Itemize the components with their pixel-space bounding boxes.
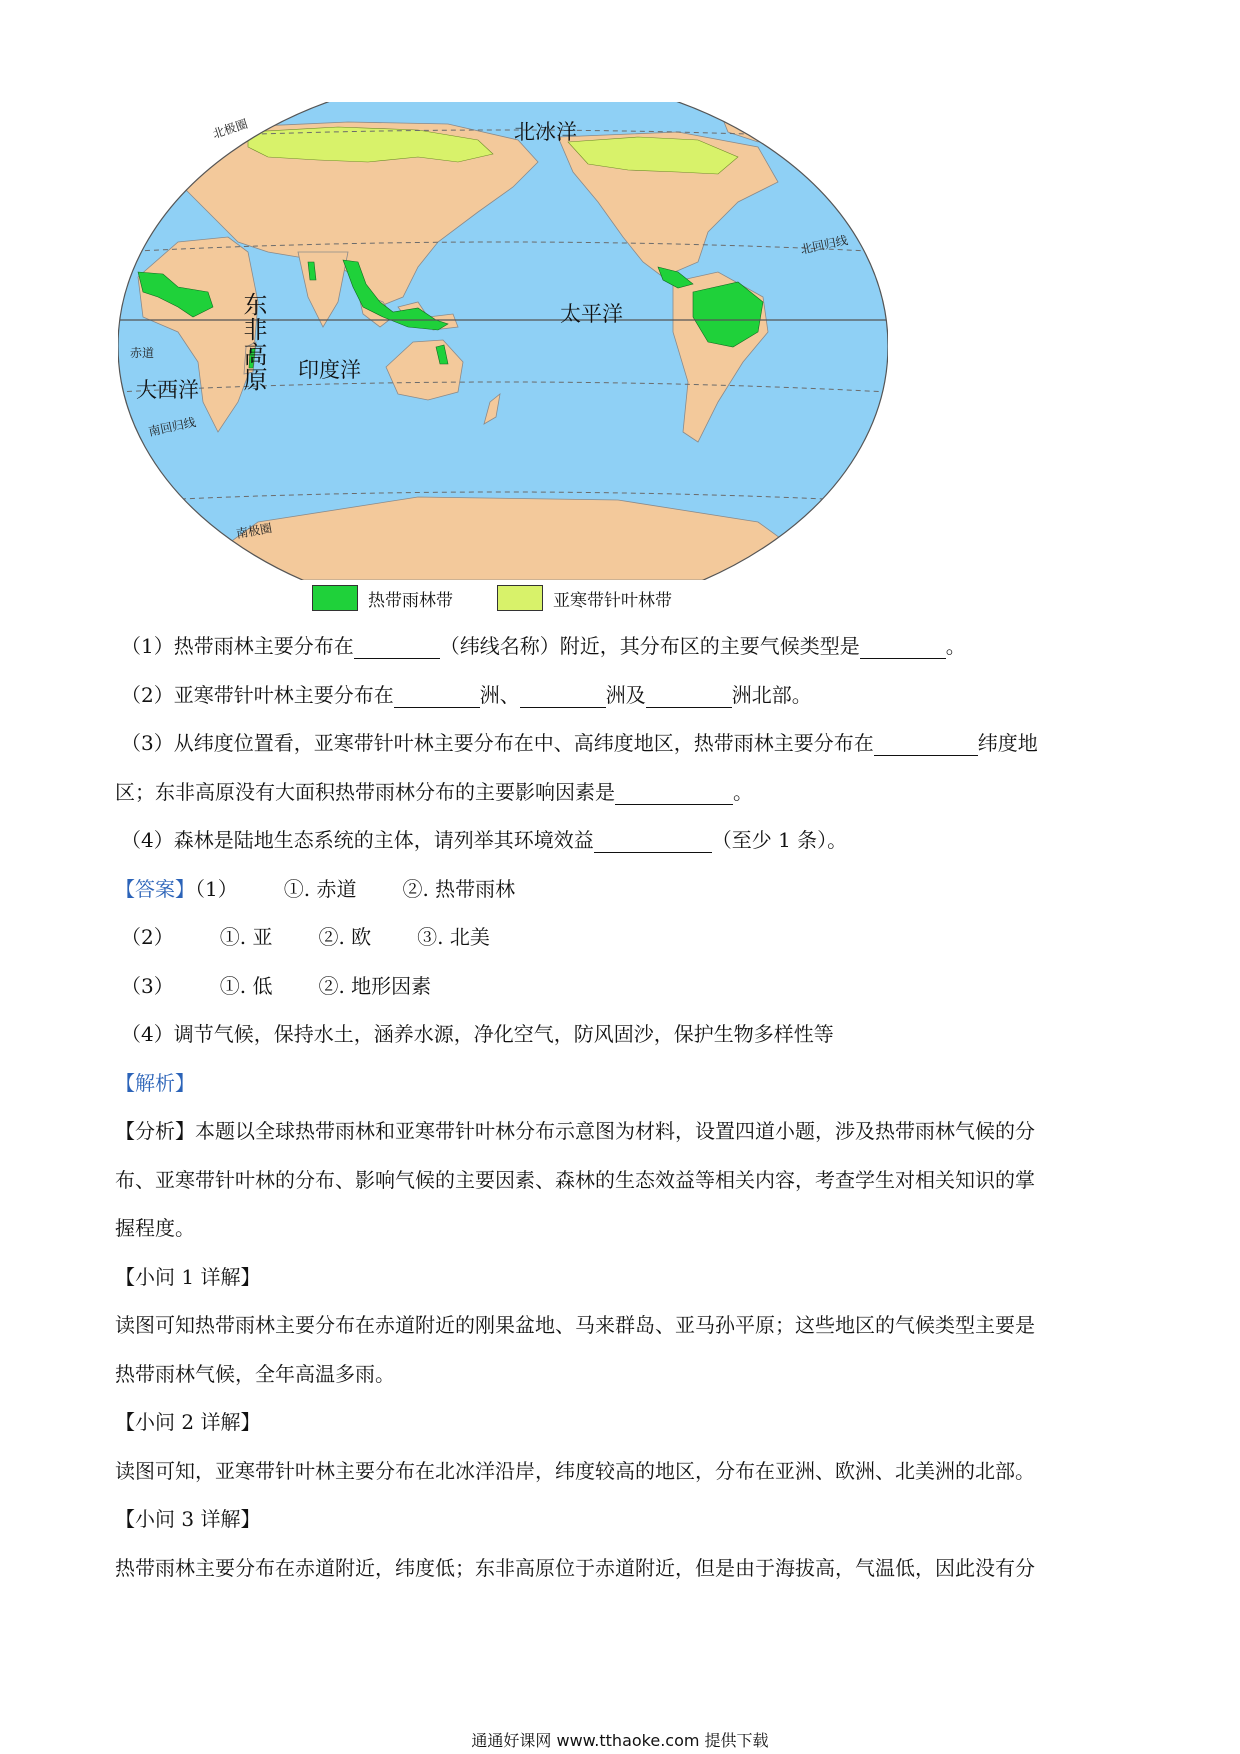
q4-blank-1 [594, 822, 712, 853]
label-arctic-ocean: 北冰洋 [514, 120, 577, 144]
legend-item-rainforest [312, 585, 453, 611]
answer-2b: ②. 欧 [318, 925, 372, 949]
subquestion-3-heading: 【小问 3 详解】 [115, 1507, 261, 1531]
analysis-paragraph-line-1: 【分析】本题以全球热带雨林和亚寒带针叶林分布示意图为材料，设置四道小题，涉及热带雨林气候的分 [115, 1119, 1035, 1143]
q3-text-b: 纬度地 [977, 731, 1038, 755]
answer-line-3 [115, 962, 1125, 1011]
subquestion-1-detail-line-2: 热带雨林气候，全年高温多雨。 [115, 1361, 395, 1386]
answer-1b: ②. 热带雨林 [402, 876, 516, 901]
q2-text-c: 洲及 [605, 682, 646, 707]
answer-line-1 [115, 865, 1125, 914]
q3-text-a: （3）从纬度位置看，亚寒带针叶林主要分布在中、高纬度地区，热带雨林主要分布在 [121, 731, 874, 755]
page-footer: 通通好课网 www.tthaoke.com 提供下载 [471, 1731, 769, 1750]
subquestion-2-detail-line-1: 读图可知，亚寒带针叶林主要分布在北冰洋沿岸，纬度较高的地区，分布在亚洲、欧洲、北美洲的北部。 [115, 1458, 1035, 1483]
q2-blank-2 [520, 677, 606, 708]
q2-blank-3 [646, 677, 732, 708]
question-and-answer [115, 622, 1125, 1592]
label-arctic-circle: 北极圈 [210, 116, 250, 142]
map-legend [312, 580, 716, 616]
analysis-paragraph-line-2: 布、亚寒带针叶林的分布、影响气候的主要因素、森林的生态效益等相关内容，考查学生对相关知识的掌 [115, 1167, 1035, 1192]
q4-text-a: （4）森林是陆地生态系统的主体，请列举其环境效益 [121, 828, 594, 852]
question-4 [115, 816, 1125, 865]
legend-label: 亚寒带针叶林带 [553, 590, 672, 611]
analysis-heading: 【解析】 [115, 1070, 195, 1095]
q3-text-d: 。 [733, 779, 753, 804]
map-graphic [118, 102, 888, 580]
q1-text-a: （1）热带雨林主要分布在 [121, 634, 354, 658]
q1-blank-1 [354, 628, 440, 659]
q3-blank-2 [615, 774, 733, 805]
q2-text-a: （2）亚寒带针叶林主要分布在 [121, 682, 394, 707]
q2-blank-1 [394, 677, 480, 708]
label-indian-ocean: 印度洋 [298, 358, 361, 382]
answer-1a: ①. 赤道 [283, 876, 357, 901]
answer-line-4: （4）调节气候，保持水土，涵养水源，净化空气，防风固沙，保护生物多样性等 [121, 1022, 834, 1046]
legend-label: 热带雨林带 [368, 590, 453, 611]
q2-text-d: 洲北部。 [731, 682, 812, 707]
world-forest-map [118, 102, 888, 580]
label-tropic-of-capricorn: 南回归线 [147, 415, 198, 439]
q1-text-b: （纬线名称）附近，其分布区的主要气候类型是 [439, 634, 860, 658]
subquestion-3-detail-line-1: 热带雨林主要分布在赤道附近，纬度低；东非高原位于赤道附近，但是由于海拔高，气温低，因此没有分 [115, 1555, 1035, 1580]
label-atlantic-ocean: 大西洋 [136, 378, 199, 402]
subquestion-1-detail-line-1: 读图可知热带雨林主要分布在赤道附近的刚果盆地、马来群岛、亚马孙平原；这些地区的气候类型主要是 [115, 1313, 1035, 1337]
question-3-line-2 [115, 768, 1125, 817]
question-2 [115, 671, 1125, 720]
legend-item-taiga [497, 585, 672, 611]
answer-3a: ①. 低 [219, 973, 273, 998]
rainforest-swatch [312, 585, 358, 611]
answer-line-2 [115, 913, 1125, 962]
answer-3b: ②. 地形因素 [318, 973, 432, 998]
q3-text-c: 区；东非高原没有大面积热带雨林分布的主要影响因素是 [115, 779, 615, 804]
subquestion-1-heading: 【小问 1 详解】 [115, 1264, 261, 1289]
q2-text-b: 洲、 [479, 682, 520, 707]
q3-blank-1 [874, 725, 978, 756]
q4-text-b: （至少 1 条）。 [711, 828, 848, 852]
label-antarctic-circle: 南极圈 [235, 520, 274, 542]
answer-2a: ①. 亚 [219, 925, 273, 949]
answer-2-number: （2） [121, 925, 174, 949]
analysis-paragraph-line-3: 握程度。 [115, 1216, 195, 1240]
label-tropic-of-cancer: 北回归线 [799, 233, 850, 257]
answer-1-number: （1） [195, 876, 238, 901]
subquestion-2-heading: 【小问 2 详解】 [115, 1410, 261, 1434]
question-3-line-1 [115, 719, 1125, 768]
q1-text-c: 。 [945, 634, 966, 658]
q1-blank-2 [860, 628, 946, 659]
taiga-swatch [497, 585, 543, 611]
label-pacific-ocean: 太平洋 [560, 302, 623, 326]
label-east-african-plateau: 东非高原 [239, 292, 267, 392]
question-1 [115, 622, 1125, 671]
analysis-label [115, 1059, 1125, 1108]
answer-2c: ③. 北美 [417, 925, 490, 949]
answer-3-number: （3） [121, 973, 174, 998]
label-equator: 赤道 [130, 346, 155, 360]
answer-label: 【答案】 [115, 876, 195, 901]
